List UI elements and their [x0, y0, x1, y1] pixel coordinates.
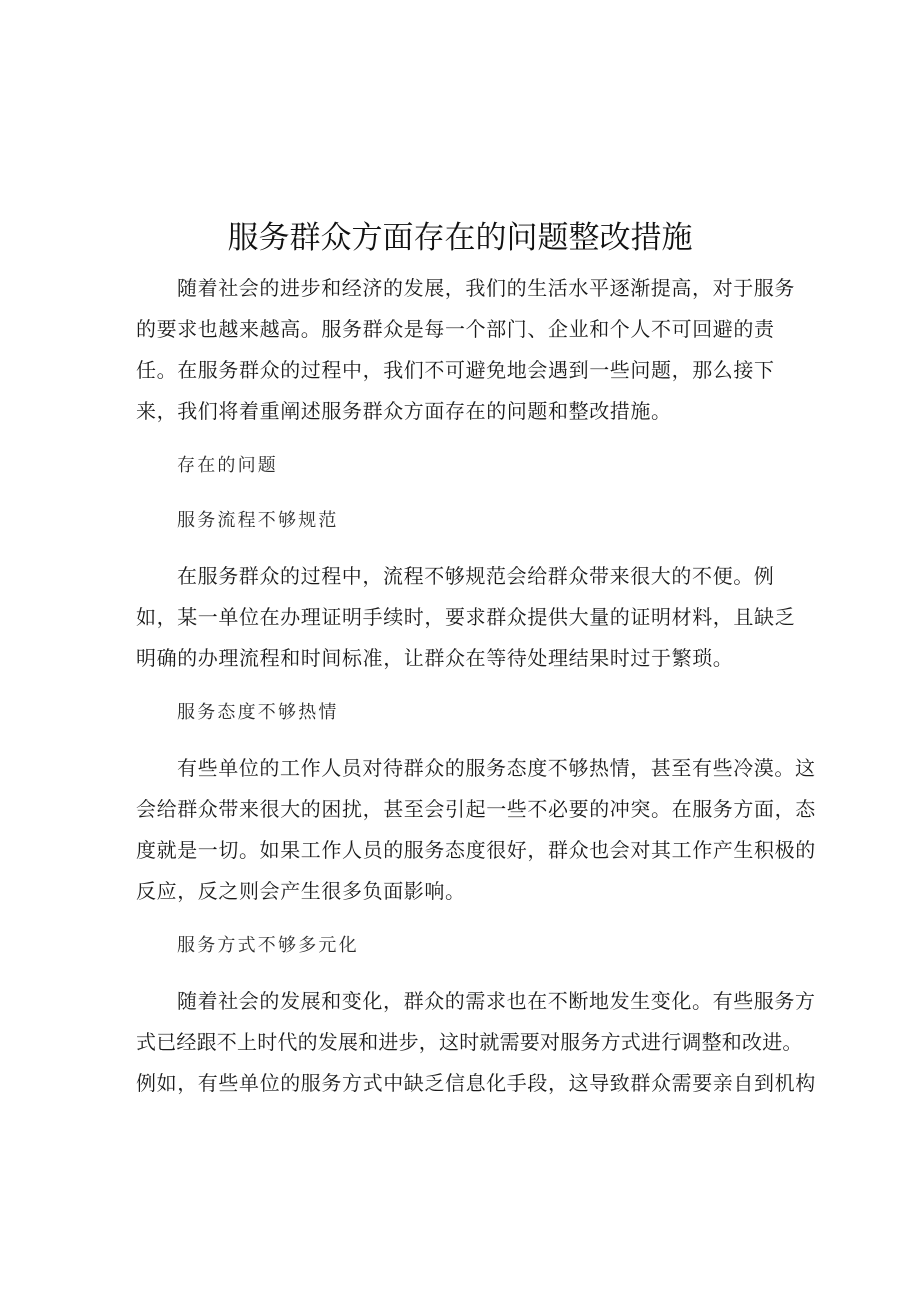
intro-line: 的要求也越来越高。服务群众是每一个部门、企业和个人不可回避的责	[136, 317, 775, 341]
paragraph-line: 有些单位的工作人员对待群众的服务态度不够热情，甚至有些冷漠。这	[177, 756, 816, 780]
intro-line: 来，我们将着重阐述服务群众方面存在的问题和整改措施。	[136, 399, 672, 423]
paragraph-line: 如，某一单位在办理证明手续时，要求群众提供大量的证明材料，且缺乏	[136, 605, 796, 629]
problem-heading: 服务流程不够规范	[177, 510, 339, 531]
intro-line: 随着社会的进步和经济的发展，我们的生活水平逐渐提高，对于服务	[177, 276, 795, 300]
paragraph-line: 明确的办理流程和时间标准，让群众在等待处理结果时过于繁琐。	[136, 646, 734, 670]
section-heading: 存在的问题	[177, 455, 278, 476]
paragraph-line: 反应，反之则会产生很多负面影响。	[136, 879, 466, 903]
paragraph-line: 式已经跟不上时代的发展和进步，这时就需要对服务方式进行调整和改进。	[136, 1030, 803, 1054]
problem-heading: 服务方式不够多元化	[177, 935, 359, 956]
paragraph-line: 会给群众带来很大的困扰，甚至会引起一些不必要的冲突。在服务方面，态	[136, 797, 816, 821]
problem-heading: 服务态度不够热情	[177, 702, 339, 723]
document-title: 服务群众方面存在的问题整改措施	[227, 220, 693, 256]
intro-line: 任。在服务群众的过程中，我们不可避免地会遇到一些问题，那么接下	[136, 358, 775, 382]
paragraph-line: 在服务群众的过程中，流程不够规范会给群众带来很大的不便。例	[177, 564, 775, 588]
paragraph-line: 随着社会的发展和变化，群众的需求也在不断地发生变化。有些服务方	[177, 989, 816, 1013]
paragraph-line: 例如，有些单位的服务方式中缺乏信息化手段，这导致群众需要亲自到机构	[136, 1071, 816, 1095]
paragraph-line: 度就是一切。如果工作人员的服务态度很好，群众也会对其工作产生积极的	[136, 838, 816, 862]
